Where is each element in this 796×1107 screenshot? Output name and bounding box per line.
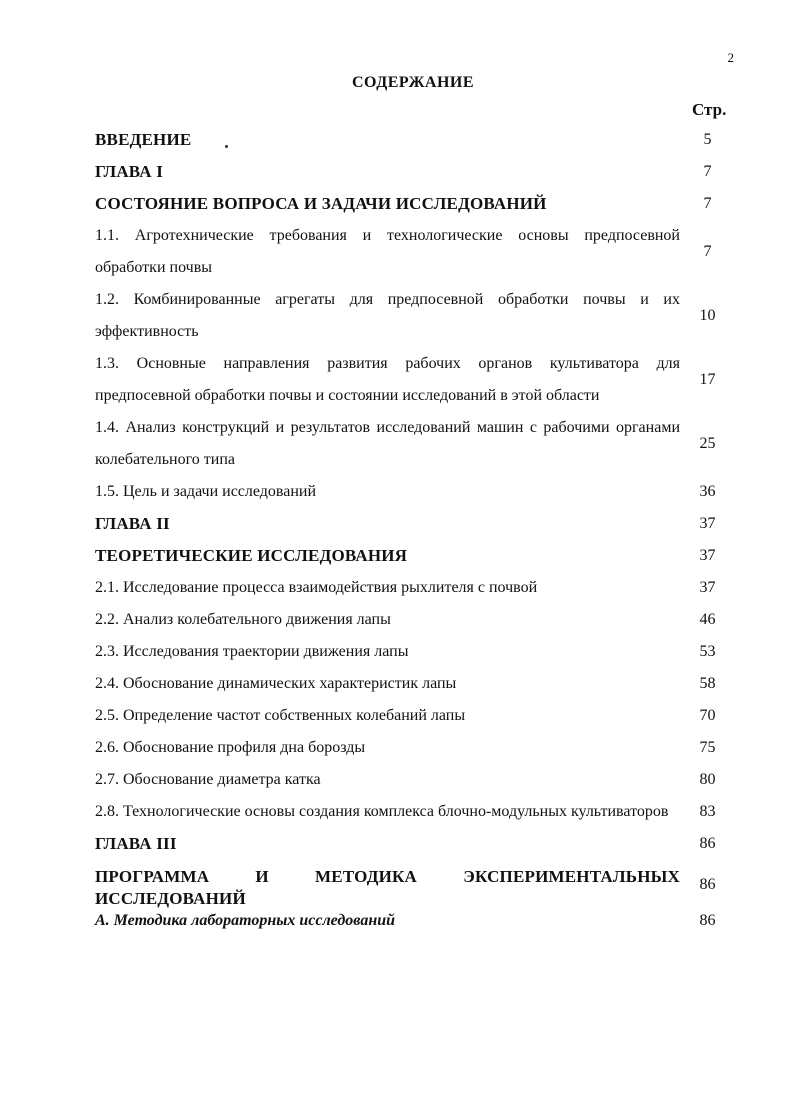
toc-entry-2-6[interactable]	[95, 732, 735, 764]
toc-entry-page: 46	[699, 611, 716, 628]
toc-entry-text: ТЕОРЕТИЧЕСКИЕ ИССЛЕДОВАНИЯ	[95, 546, 408, 565]
toc-entry-chapter-3[interactable]	[95, 828, 735, 860]
toc-entry-text: 1.3. Основные направления развития рабочих органов культиватора для предпосевной обработки почвы и состоянии исследований в этой области	[95, 355, 680, 404]
toc-entry-page: 58	[699, 675, 716, 692]
toc-entry-1-3[interactable]	[95, 348, 735, 412]
toc-entry-text: ВВЕДЕНИЕ	[95, 130, 192, 149]
toc-entry-section-a[interactable]	[95, 910, 735, 932]
toc-entry-text: 2.3. Исследования траектории движения лапы	[95, 643, 409, 660]
toc-entry-page: 25	[699, 435, 716, 452]
toc-entry-text: 1.2. Комбинированные агрегаты для предпосевной обработки почвы и их эффективность	[95, 291, 680, 340]
toc-entry-text: 2.8. Технологические основы создания комплекса блочно-модульных культиваторов	[95, 803, 669, 820]
toc-entry-page: 10	[699, 307, 716, 324]
page-column-header: Стр.	[692, 100, 727, 119]
toc-entry-page: 86	[699, 912, 716, 929]
toc-entry-1-2[interactable]	[95, 284, 735, 348]
toc-entry-chapter-2-title[interactable]	[95, 540, 735, 572]
toc-entry-2-4[interactable]	[95, 668, 735, 700]
toc-entry-2-5[interactable]	[95, 700, 735, 732]
toc-entry-page: 5	[703, 131, 712, 148]
toc-entry-page: 17	[699, 371, 716, 388]
toc-entry-chapter-3-title[interactable]	[95, 860, 735, 910]
table-of-contents	[95, 124, 735, 932]
toc-entry-chapter-2[interactable]	[95, 508, 735, 540]
toc-entry-page: 37	[699, 547, 716, 564]
toc-entry-text: 2.1. Исследование процесса взаимодействия рыхлителя с почвой	[95, 579, 538, 596]
toc-entry-page: 7	[703, 243, 712, 260]
toc-entry-text: 1.1. Агротехнические требования и технологические основы предпосевной обработки почвы	[95, 227, 680, 276]
toc-entry-text: 2.5. Определение частот собственных колебаний лапы	[95, 707, 466, 724]
toc-entry-text: СОСТОЯНИЕ ВОПРОСА И ЗАДАЧИ ИССЛЕДОВАНИЙ	[95, 194, 547, 213]
toc-entry-2-3[interactable]	[95, 636, 735, 668]
toc-entry-text: 2.4. Обоснование динамических характеристик лапы	[95, 675, 457, 692]
toc-entry-chapter-1[interactable]	[95, 156, 735, 188]
toc-entry-2-7[interactable]	[95, 764, 735, 796]
toc-entry-page: 37	[699, 515, 716, 532]
page-number: 2	[727, 50, 734, 65]
toc-entry-text: ГЛАВА I	[95, 162, 164, 181]
toc-entry-page: 37	[699, 579, 716, 596]
toc-entry-page: 83	[699, 803, 716, 820]
toc-entry-text: 2.7. Обоснование диаметра катка	[95, 771, 321, 788]
toc-entry-text: 1.5. Цель и задачи исследований	[95, 483, 317, 500]
scan-artifact-dot	[225, 145, 228, 148]
toc-entry-introduction[interactable]	[95, 124, 735, 156]
toc-entry-page: 36	[699, 483, 716, 500]
toc-entry-2-2[interactable]	[95, 604, 735, 636]
toc-entry-text: ПРОГРАММА И МЕТОДИКА ЭКСПЕРИМЕНТАЛЬНЫХ ИССЛЕДОВАНИЙ	[95, 867, 680, 908]
toc-entry-page: 53	[699, 643, 716, 660]
toc-entry-1-4[interactable]	[95, 412, 735, 476]
toc-entry-2-1[interactable]	[95, 572, 735, 604]
toc-entry-page: 86	[699, 835, 716, 852]
toc-entry-2-8[interactable]	[95, 796, 735, 828]
page-title: СОДЕРЖАНИЕ	[351, 74, 475, 91]
toc-entry-text: ГЛАВА II	[95, 514, 170, 533]
toc-entry-page: 75	[699, 739, 716, 756]
toc-entry-page: 7	[703, 195, 712, 212]
toc-entry-text: 2.6. Обоснование профиля дна борозды	[95, 739, 366, 756]
toc-entry-page: 80	[699, 771, 716, 788]
toc-entry-text: 1.4. Анализ конструкций и результатов исследований машин с рабочими органами колебательного типа	[95, 419, 680, 468]
toc-entry-text: А. Методика лабораторных исследований	[95, 912, 396, 929]
toc-entry-1-5[interactable]	[95, 476, 735, 508]
toc-entry-text: ГЛАВА III	[95, 834, 177, 853]
toc-entry-page: 70	[699, 707, 716, 724]
toc-entry-1-1[interactable]	[95, 220, 735, 284]
toc-entry-text: 2.2. Анализ колебательного движения лапы	[95, 611, 391, 628]
toc-entry-page: 7	[703, 163, 712, 180]
toc-entry-page: 86	[699, 876, 716, 893]
toc-entry-chapter-1-title[interactable]	[95, 188, 735, 220]
